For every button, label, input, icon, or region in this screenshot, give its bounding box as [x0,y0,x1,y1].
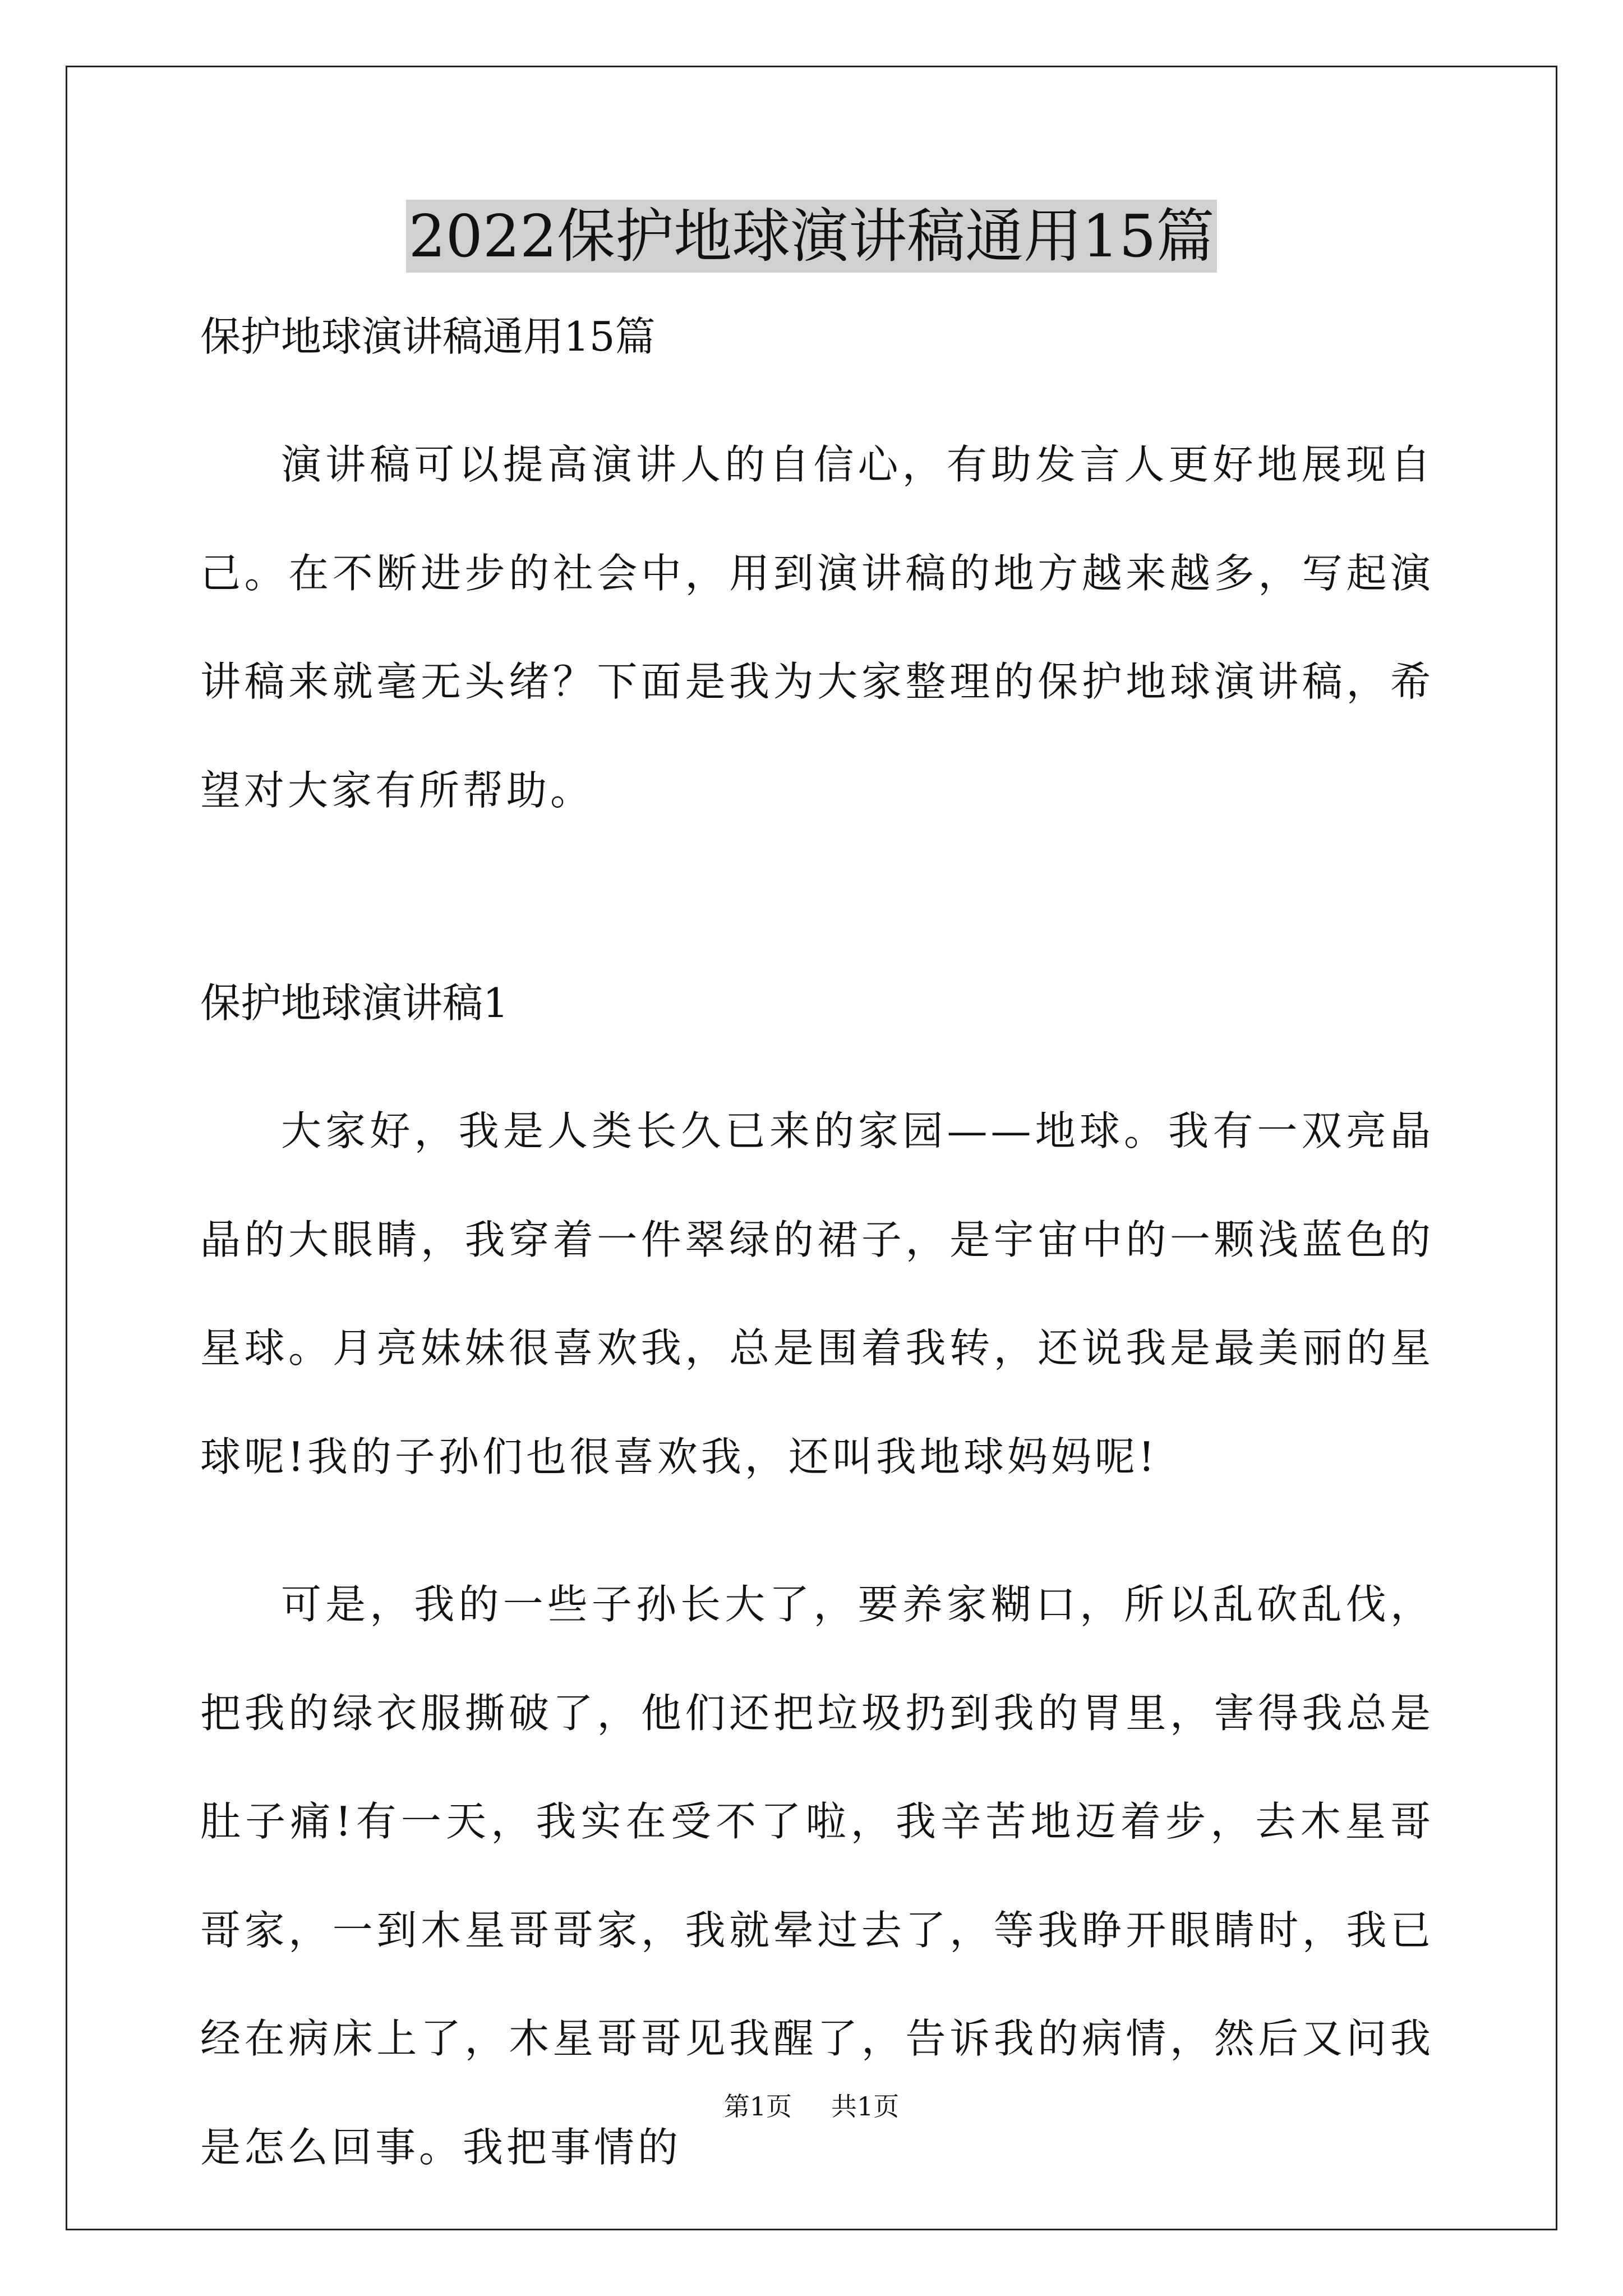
document-title: 2022保护地球演讲稿通用15篇 [406,200,1216,273]
section-heading: 保护地球演讲稿1 [200,979,509,1027]
page-number-total: 共1页 [831,2091,900,2122]
section-paragraph: 可是，我的一些子孙长大了，要养家糊口，所以乱砍乱伐，把我的绿衣服撕破了，他们还把垃圾扔到我的胃里，害得我总是肚子痛!有一天，我实在受不了啦，我辛苦地迈着步，去木星哥哥家，一到木星哥哥家，我就晕过去了，等我睁开眼睛时，我已经在病床上了，木星哥哥见我醒了，告诉我的病情，然后又问我是怎么回事。我把事情的 [200,1581,1434,2171]
page-number-current: 第1页 [723,2091,792,2122]
document-body [200,302,1434,2202]
section-paragraph: 大家好，我是人类长久已来的家园——地球。我有一双亮晶晶的大眼睛，我穿着一件翠绿的裙子，是宇宙中的一颗浅蓝色的星球。月亮妹妹很喜欢我，总是围着我转，还说我是最美丽的星球呢!我的子孙们也很喜欢我，还叫我地球妈妈呢! [200,1107,1434,1480]
intro-paragraph: 演讲稿可以提高演讲人的自信心，有助发言人更好地展现自己。在不断进步的社会中，用到演讲稿的地方越来越多，写起演讲稿来就毫无头绪？下面是我为大家整理的保护地球演讲稿，希望对大家有所帮助。 [200,441,1434,814]
title-container [0,200,1623,273]
document-subtitle: 保护地球演讲稿通用15篇 [200,313,656,360]
page-footer [0,2090,1623,2123]
